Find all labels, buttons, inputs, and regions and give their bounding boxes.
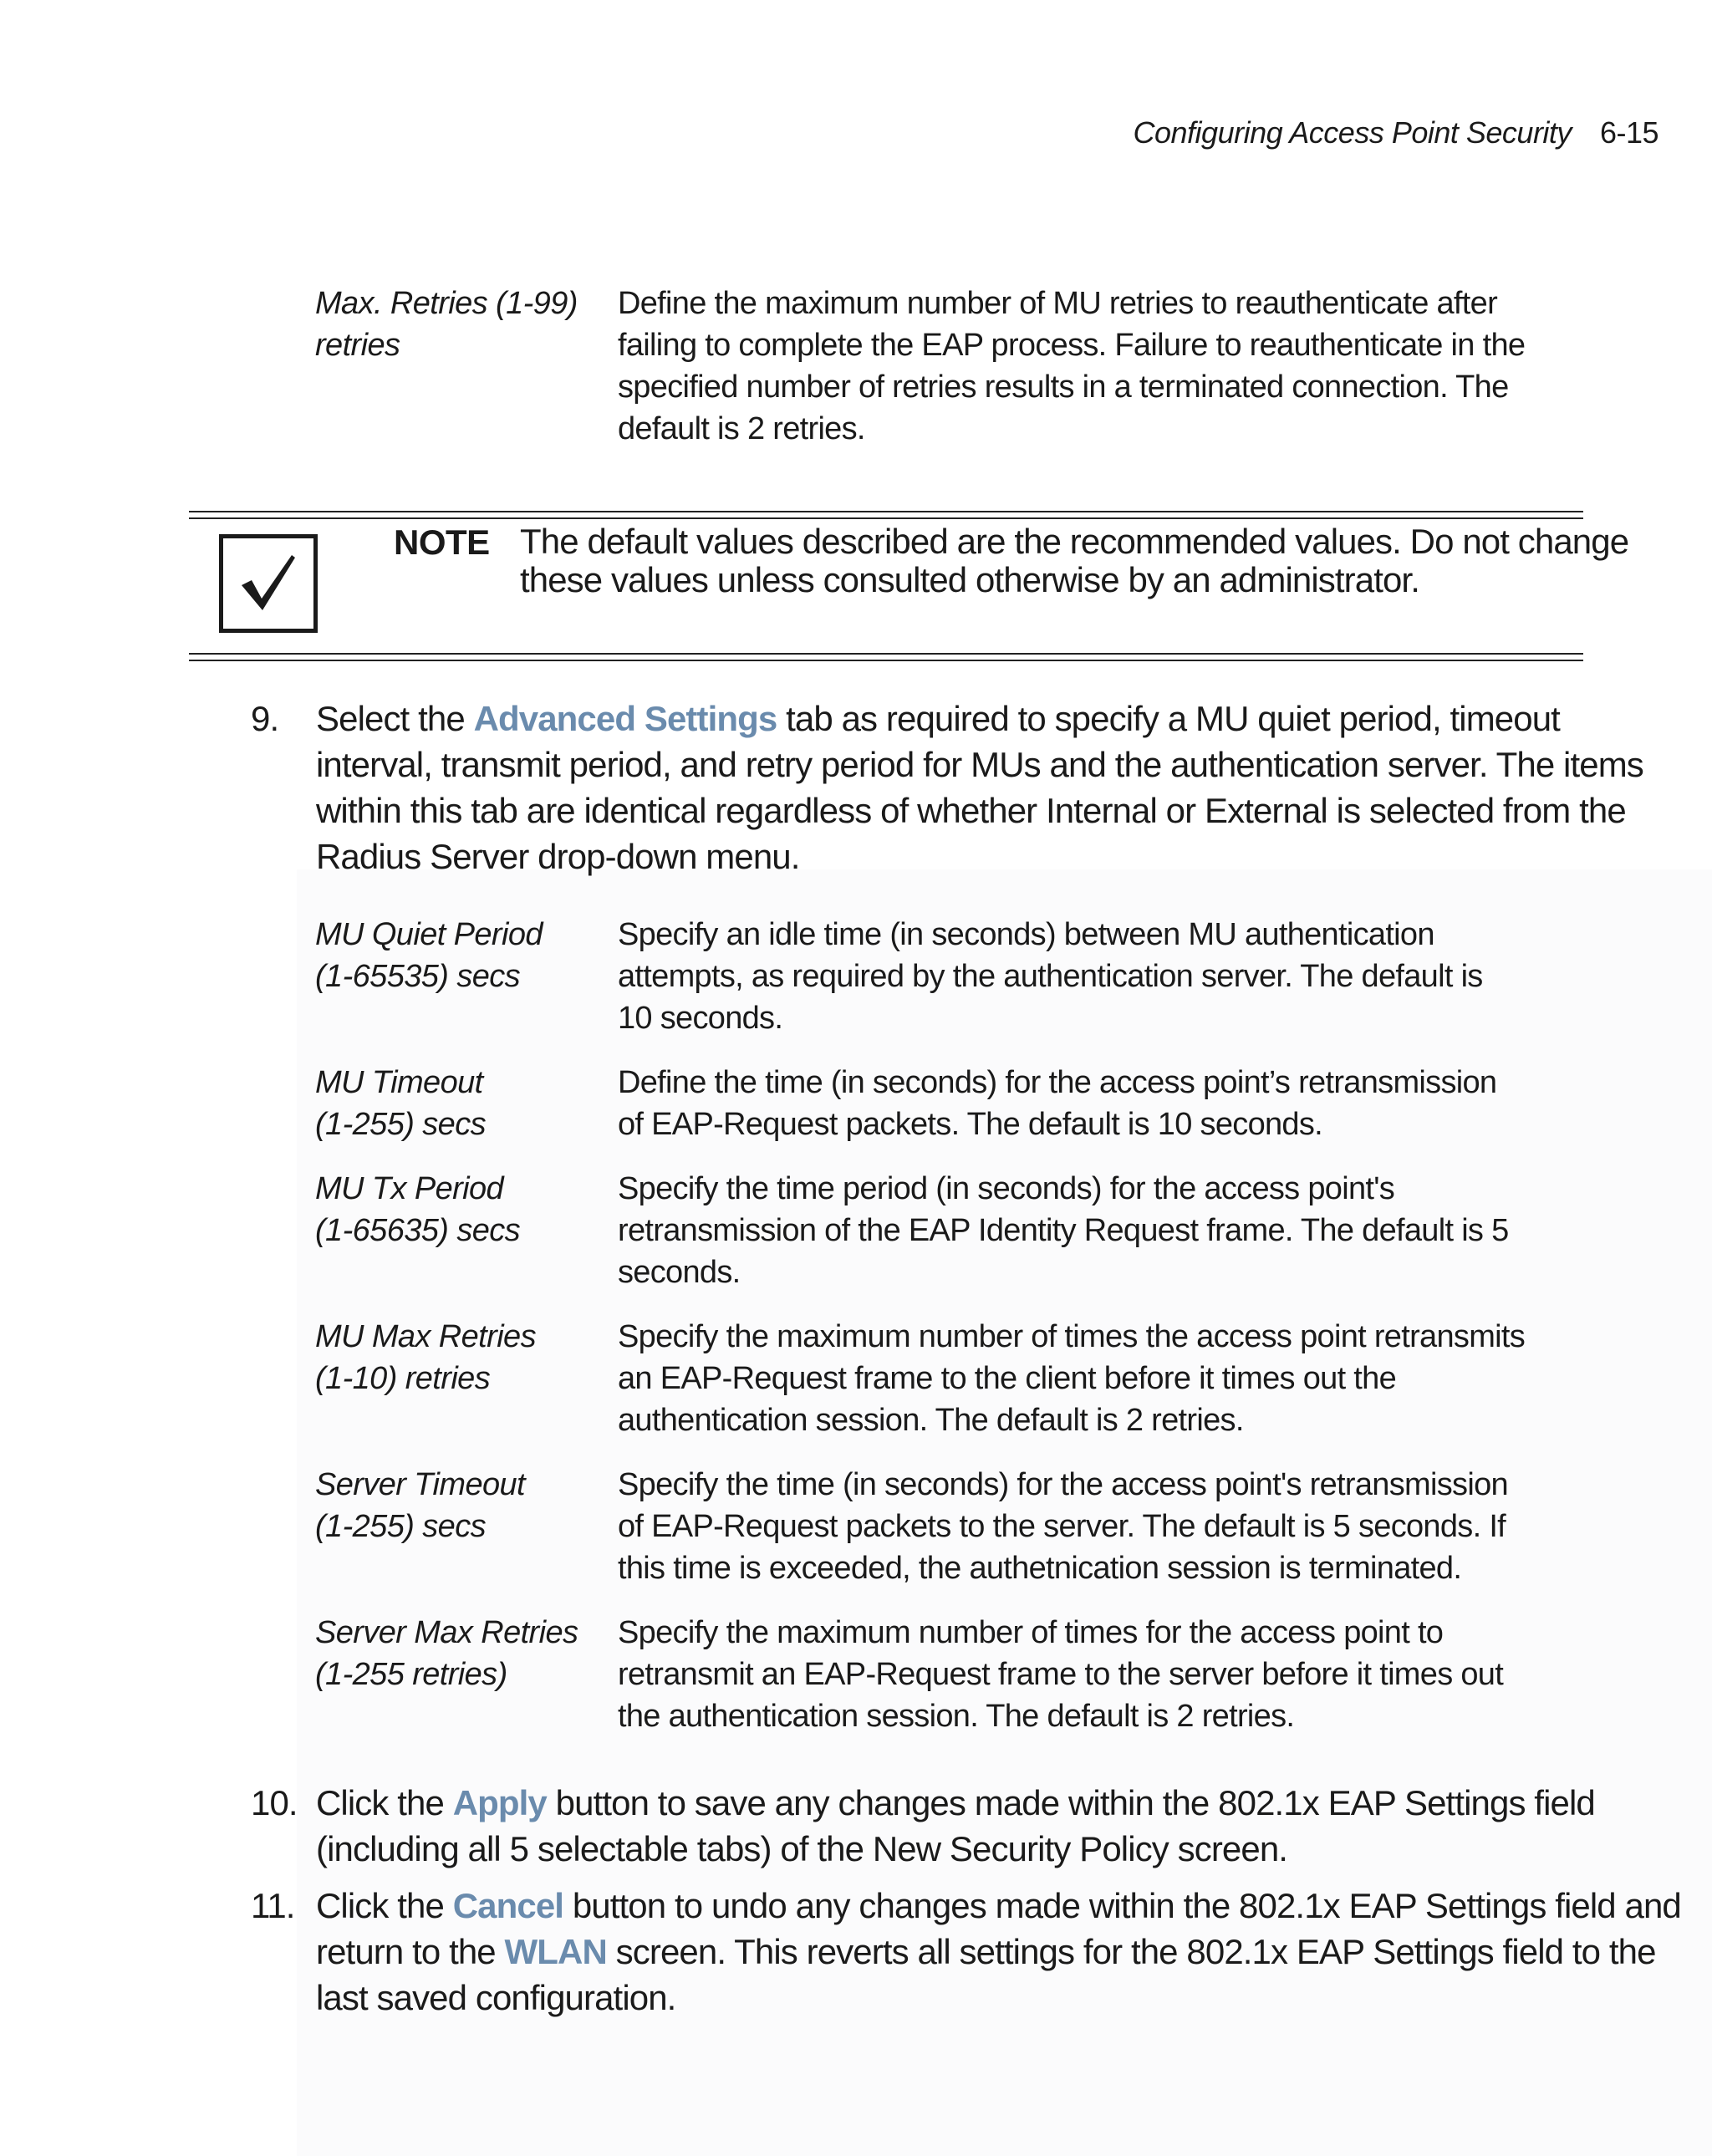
step-line: last saved configuration. [316,1978,676,2017]
param-term-line: (1-255) secs [315,1107,486,1142]
step-text: screen. This reverts all settings for the 802.1x EAP Settings field to the [606,1932,1656,1971]
param-desc-line: seconds. [618,1255,741,1290]
step-text: button to save any changes made within the 802.1x EAP Settings field [546,1783,1595,1822]
param-term [315,283,599,366]
param-term-line: (1-65535) secs [315,959,521,994]
param-term [315,1062,599,1145]
step-number: 10. [251,1783,298,1822]
param-desc-line: Specify the maximum number of times the access point retransmits [618,1319,1526,1354]
param-desc-line: retransmission of the EAP Identity Request frame. The default is 5 [618,1213,1509,1248]
step-number: 11. [251,1886,295,1925]
param-desc-line: specified number of retries results in a terminated connection. The [618,370,1509,405]
step-line [316,696,1595,742]
checkmark-icon [219,534,318,633]
step-line [316,1929,1656,1975]
note-top-rule [189,511,1583,512]
param-desc-line: Define the time (in seconds) for the access point’s retransmission [618,1065,1497,1100]
advanced-settings-link[interactable]: Advanced Settings [473,699,777,738]
param-term [315,1316,599,1399]
param-desc-line: the authentication session. The default is 2 retries. [618,1699,1295,1734]
param-term-line: Max. Retries (1-99) [315,286,578,321]
param-term-line: retries [315,328,400,363]
param-term-line: MU Timeout [315,1065,483,1100]
checkmark-glyph [235,550,302,617]
param-term [315,914,599,997]
param-description [618,1062,1497,1145]
param-desc-line: retransmit an EAP-Request frame to the server before it times out [618,1657,1504,1692]
param-desc-line: 10 seconds. [618,1001,783,1036]
param-desc-line: of EAP-Request packets. The default is 10 seconds. [618,1107,1323,1142]
section-title: Configuring Access Point Security [1133,115,1572,150]
step-body [316,1883,1681,2021]
step-number: 9. [251,699,279,738]
param-term [315,1464,599,1547]
param-desc-line: an EAP-Request frame to the client before it times out the [618,1361,1397,1396]
step-text: Click the [316,1783,453,1822]
param-term-line: (1-255) secs [315,1509,486,1544]
param-term-line: (1-65635) secs [315,1213,521,1248]
note-bottom-rule-inner [189,653,1583,655]
param-term-line: MU Max Retries [315,1319,536,1354]
param-term-line: (1-255 retries) [315,1657,507,1692]
running-header [1134,115,1658,150]
note-callout [189,511,1629,661]
param-desc-line: attempts, as required by the authentication server. The default is [618,959,1483,994]
step-line: Radius Server drop-down menu. [316,837,800,876]
step-text: Click the [316,1886,453,1925]
wlan-link[interactable]: WLAN [504,1932,607,1971]
param-term [315,1168,599,1251]
note-label: NOTE [394,522,490,562]
param-term-line: Server Max Retries [315,1615,578,1650]
param-term-line: MU Tx Period [315,1171,504,1206]
param-desc-line: authentication session. The default is 2 retries. [618,1403,1244,1438]
step-line: (including all 5 selectable tabs) of the New Security Policy screen. [316,1829,1288,1868]
step-text: Select the [316,699,474,738]
param-desc-line: Specify an idle time (in seconds) between MU authentication [618,917,1434,952]
note-top-rule-inner [189,517,1583,519]
param-description [618,914,1483,1039]
param-term [315,1612,599,1695]
step-line [316,1780,1595,1826]
step-line [316,1883,1681,1929]
param-desc-line: of EAP-Request packets to the server. The default is 5 seconds. If [618,1509,1506,1544]
param-desc-line: Specify the time period (in seconds) for the access point's [618,1171,1395,1206]
param-desc-line: this time is exceeded, the authetnication session is terminated. [618,1551,1462,1586]
param-description [618,1168,1509,1293]
cancel-link[interactable]: Cancel [452,1886,564,1925]
step-text: tab as required to specify a MU quiet period, timeout [777,699,1560,738]
note-text [520,522,1629,599]
step-text: return to the [316,1932,505,1971]
apply-link[interactable]: Apply [452,1783,547,1822]
param-desc-line: default is 2 retries. [618,411,865,446]
note-line: The default values described are the recommended values. Do not change [520,522,1629,561]
step-line: interval, transmit period, and retry period for MUs and the authentication server. The items [316,745,1643,784]
param-desc-line: Define the maximum number of MU retries to reauthenticate after [618,286,1498,321]
step-line: within this tab are identical regardless of whether Internal or External is selected from the [316,791,1626,830]
param-description [618,283,1526,450]
step-body [316,696,1643,879]
param-description [618,1316,1526,1441]
param-term-line: Server Timeout [315,1467,526,1502]
param-description [618,1612,1504,1737]
note-bottom-rule [189,660,1583,661]
step-text: button to undo any changes made within the 802.1x EAP Settings field and [563,1886,1681,1925]
param-desc-line: failing to complete the EAP process. Failure to reauthenticate in the [618,328,1526,363]
param-term-line: MU Quiet Period [315,917,543,952]
param-term-line: (1-10) retries [315,1361,491,1396]
param-desc-line: Specify the time (in seconds) for the access point's retransmission [618,1467,1508,1502]
param-desc-line: Specify the maximum number of times for the access point to [618,1615,1444,1650]
step-body [316,1780,1595,1872]
page-number: 6-15 [1599,115,1658,150]
note-line: these values unless consulted otherwise by an administrator. [520,560,1419,599]
param-description [618,1464,1508,1589]
